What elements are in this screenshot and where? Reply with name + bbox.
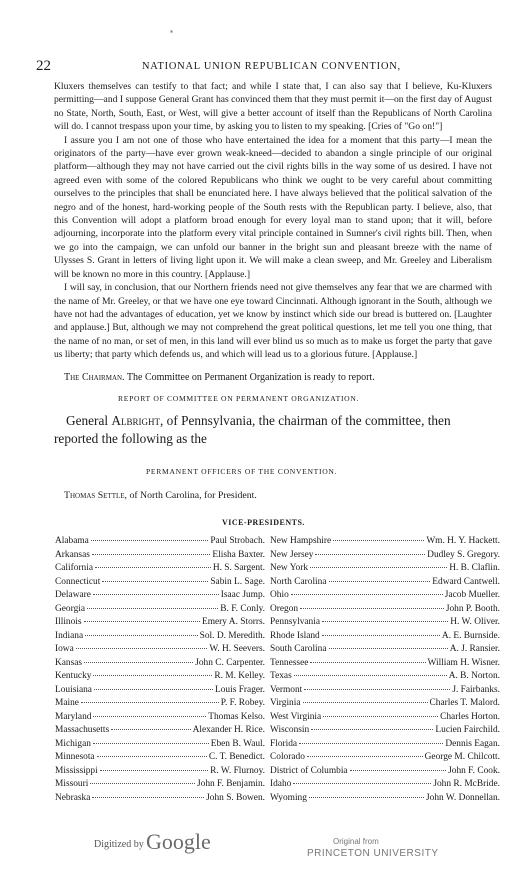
vice-president-name: Charles Horton. xyxy=(440,711,500,722)
vice-president-row xyxy=(270,563,500,577)
vice-president-name: John F. Cook. xyxy=(448,765,500,776)
vice-president-name: R. W. Flurnoy. xyxy=(210,765,265,776)
vice-president-name: Sabin L. Sage. xyxy=(210,576,265,587)
state-name: Pennsylvania xyxy=(270,617,320,627)
state-name: Alabama xyxy=(55,536,89,546)
vice-president-row xyxy=(270,617,500,631)
leader-dots xyxy=(309,797,424,798)
institution-label: PRINCETON UNIVERSITY xyxy=(307,848,439,859)
digitized-by-label: Digitized by xyxy=(94,839,144,850)
state-name: North Carolina xyxy=(270,576,327,587)
page-number: 22 xyxy=(36,58,51,74)
running-title: NATIONAL UNION REPUBLICAN CONVENTION, xyxy=(142,61,401,72)
vice-president-name: John P. Booth. xyxy=(445,603,500,614)
vice-president-row xyxy=(55,658,265,672)
vice-president-name: Dudley S. Gregory. xyxy=(427,549,500,560)
leader-dots xyxy=(97,756,207,757)
leader-dots xyxy=(87,608,218,609)
vice-president-name: A. B. Norton. xyxy=(448,671,500,681)
vice-president-name: Thomas Kelso. xyxy=(208,711,265,722)
vice-president-row xyxy=(55,577,265,591)
state-name: Wisconsin xyxy=(270,725,310,735)
leader-dots xyxy=(93,675,212,676)
leader-dots xyxy=(322,635,440,636)
state-name: Iowa xyxy=(55,644,74,654)
leader-dots xyxy=(81,702,219,703)
google-logo: Google xyxy=(146,829,211,854)
leader-dots xyxy=(329,581,431,582)
leader-dots xyxy=(350,770,447,771)
vice-president-name: Eben B. Waul. xyxy=(210,738,265,749)
permanent-officers-heading: PERMANENT OFFICERS OF THE CONVENTION. xyxy=(146,467,338,476)
vice-president-row xyxy=(270,766,500,780)
vice-president-name: C. T. Benedict. xyxy=(208,752,265,762)
vice-president-name: Elisha Baxter. xyxy=(212,549,265,560)
leader-dots xyxy=(85,635,198,636)
vice-presidents-heading: VICE-PRESIDENTS. xyxy=(222,518,305,527)
leader-dots xyxy=(93,743,209,744)
running-header xyxy=(36,58,496,74)
vice-president-row xyxy=(55,766,265,780)
vice-president-row xyxy=(55,631,265,645)
vice-president-name: Jacob Mueller. xyxy=(444,590,500,600)
state-name: Oregon xyxy=(270,603,299,614)
leader-dots xyxy=(304,689,450,690)
vice-president-name: William H. Wisner. xyxy=(427,657,500,668)
vice-president-name: John W. Donnellan. xyxy=(426,792,500,803)
president-line xyxy=(64,490,257,501)
chairman-statement xyxy=(64,372,375,383)
vice-president-name: John S. Bowen. xyxy=(206,792,265,803)
state-name: New York xyxy=(270,563,309,573)
vice-president-name: R. M. Kelley. xyxy=(214,671,265,681)
state-name: District of Columbia xyxy=(270,765,348,776)
state-name: Vermont xyxy=(270,684,303,695)
leader-dots xyxy=(84,621,200,622)
leader-dots xyxy=(323,716,438,717)
state-name: Maryland xyxy=(55,711,92,722)
vice-president-row xyxy=(55,550,265,564)
president-name: Thomas Settle xyxy=(64,490,125,501)
leader-dots xyxy=(102,581,208,582)
vice-president-name: H. W. Oliver. xyxy=(450,617,500,627)
leader-dots xyxy=(333,540,424,541)
vice-president-name: Paul Strobach. xyxy=(210,536,265,546)
vice-president-row xyxy=(55,671,265,685)
state-name: Indiana xyxy=(55,630,84,641)
leader-dots xyxy=(310,567,447,568)
state-name: Wyoming xyxy=(270,792,307,803)
leader-dots xyxy=(307,756,423,757)
vice-president-name: Edward Cantwell. xyxy=(432,576,500,587)
vice-president-row xyxy=(270,658,500,672)
vice-president-name: Isaac Jump. xyxy=(220,590,265,600)
state-name: Nebraska xyxy=(55,792,91,803)
vice-president-row xyxy=(270,698,500,712)
state-name: Michigan xyxy=(55,738,91,749)
original-from-label: Original from xyxy=(333,837,379,846)
vice-president-name: Charles T. Malord. xyxy=(429,698,500,708)
vice-president-row xyxy=(55,685,265,699)
leader-dots xyxy=(100,770,208,771)
leader-dots xyxy=(329,648,448,649)
state-name: Kentucky xyxy=(55,671,92,681)
state-name: New Hampshire xyxy=(270,536,332,546)
vice-president-name: H. S. Sargent. xyxy=(212,563,265,573)
vice-presidents-left-column xyxy=(55,536,265,806)
leader-dots xyxy=(90,783,195,784)
vice-president-name: P. F. Robey. xyxy=(220,698,265,708)
state-name: Colorado xyxy=(270,752,305,762)
president-text: , of North Carolina, for President. xyxy=(124,490,257,501)
leader-dots xyxy=(294,675,447,676)
state-name: Georgia xyxy=(55,603,86,614)
state-name: Minnesota xyxy=(55,752,95,762)
vice-president-name: A. E. Burnside. xyxy=(441,630,500,641)
leader-dots xyxy=(291,594,443,595)
state-name: California xyxy=(55,563,94,573)
vice-president-name: Sol. D. Meredith. xyxy=(199,630,265,641)
vice-president-name: W. H. Seevers. xyxy=(209,644,265,654)
state-name: Tennessee xyxy=(270,657,309,668)
vice-president-row xyxy=(55,563,265,577)
state-name: Delaware xyxy=(55,590,91,600)
leader-dots xyxy=(95,567,211,568)
vice-president-row xyxy=(55,725,265,739)
vice-president-name: H. B. Claflin. xyxy=(449,563,500,573)
vice-president-row xyxy=(270,536,500,550)
vice-president-row xyxy=(270,752,500,766)
state-name: West Virginia xyxy=(270,711,322,722)
vice-president-name: A. J. Ransier. xyxy=(449,644,500,654)
leader-dots xyxy=(92,797,204,798)
vice-president-row xyxy=(55,793,265,807)
vice-presidents-right-column xyxy=(270,536,500,806)
paragraph-3: I will say, in conclusion, that our Northern friends need not give themselves any fear that we are charmed with the name of Mr. Greeley, or that we have one eye toward Cincinnati. Although ignorant in the South, although we have not had the advantages of education, yet we know by instinct which side our bread is buttered on. [Laughter and applause.] But, although we may not comprehend the great political questions, let me tell you one thing, that the name of no man, or set of men, in this land will ever blind us so much as to make us forget the party that gave us liberty; that party which defends us, and which will lead us to a glorious future. [Applause.] xyxy=(54,282,492,361)
state-name: Texas xyxy=(270,671,292,681)
state-name: New Jersey xyxy=(270,549,314,560)
state-name: Connecticut xyxy=(55,576,101,587)
vice-president-name: John C. Carpenter. xyxy=(195,657,265,668)
state-name: Idaho xyxy=(270,779,292,789)
state-name: Virginia xyxy=(270,698,301,708)
leader-dots xyxy=(299,743,443,744)
leader-dots xyxy=(315,554,425,555)
chairman-speaker: The Chairman. xyxy=(64,372,125,383)
vice-president-row xyxy=(55,752,265,766)
vice-president-name: Lucien Fairchild. xyxy=(435,725,500,735)
leader-dots xyxy=(303,702,428,703)
vice-president-row xyxy=(270,631,500,645)
albright-text: , of Pennsylvania, the chairman of the committee, then reported the following as the xyxy=(54,413,451,446)
vice-president-row xyxy=(270,793,500,807)
leader-dots xyxy=(91,540,208,541)
state-name: Mississippi xyxy=(55,765,98,776)
vice-president-name: Emery A. Storrs. xyxy=(201,617,265,627)
vice-president-row xyxy=(270,779,500,793)
leader-dots xyxy=(310,662,425,663)
vice-president-name: Dennis Eagan. xyxy=(445,738,500,749)
albright-statement xyxy=(54,412,498,447)
vice-president-row xyxy=(55,698,265,712)
state-name: Massachusetts xyxy=(55,725,110,735)
vice-president-row xyxy=(55,617,265,631)
state-name: Arkansas xyxy=(55,549,90,560)
leader-dots xyxy=(94,689,213,690)
vice-president-row xyxy=(270,644,500,658)
vice-president-row xyxy=(55,712,265,726)
vice-president-row xyxy=(270,550,500,564)
state-name: Louisiana xyxy=(55,684,92,695)
vice-president-name: John F. Benjamin. xyxy=(197,779,265,789)
top-mark: * xyxy=(170,30,173,37)
report-heading: REPORT OF COMMITTEE ON PERMANENT ORGANIZATION. xyxy=(118,394,360,403)
vice-president-name: B. F. Conly. xyxy=(220,603,265,614)
vice-president-row xyxy=(55,604,265,618)
vice-president-name: George M. Chilcott. xyxy=(424,752,500,762)
paragraph-1: Kluxers themselves can testify to that fact; and while I state that, I can also say that I believe, Ku-Kluxers permitting—and I suppose General Grant has convinced them that they must permit it—on the first day of August no State, North, South, East, or West, will give a better account of itself than the Republicans of North Carolina will do. I cannot trespass upon your time, by asking you to listen to my speaking. [Cries of "Go on!"] xyxy=(54,81,492,133)
vice-president-name: J. Fairbanks. xyxy=(452,684,500,695)
vice-president-row xyxy=(270,604,500,618)
vice-president-row xyxy=(270,739,500,753)
state-name: South Carolina xyxy=(270,644,327,654)
vice-president-row xyxy=(55,779,265,793)
leader-dots xyxy=(93,594,219,595)
chairman-text: The Committee on Permanent Organization is ready to report. xyxy=(126,372,375,383)
state-name: Kansas xyxy=(55,657,83,668)
vice-president-row xyxy=(270,577,500,591)
state-name: Missouri xyxy=(55,779,89,789)
leader-dots xyxy=(293,783,431,784)
vice-president-row xyxy=(270,725,500,739)
state-name: Illinois xyxy=(55,617,82,627)
vice-president-row xyxy=(270,671,500,685)
albright-prefix: General xyxy=(66,413,112,428)
vice-president-row xyxy=(270,712,500,726)
speech-body xyxy=(54,80,492,362)
leader-dots xyxy=(300,608,444,609)
state-name: Ohio xyxy=(270,590,289,600)
albright-name: Albright xyxy=(111,413,161,428)
paragraph-2: I assure you I am not one of those who have entertained the idea for a moment that this party—I mean the originators of the party—have ever grown weak-kneed—decided to abandon a single principle of our original platform—although they may not have carried out the civil rights bills in the way some of us desired. I have not agreed even with some of the colored Republicans who think we ought to be very careful about committing ourselves to the principles that shall be enunciated here. I have always believed that the political salvation of the negro and of the honest, hard-working people of the South rests with the Republican party. I believe, also, that this Convention will adopt a platform broad enough for every loyal man to stand upon; that it will, before adjourning, incorporate into the platform every vital principle contained in Sumner's civil rights bill. Then, when we go into the campaign, we can unfold our banner in the bright sun and pleasant breeze with the name of Ulysses S. Grant in letters of living light upon it. We will make a clean sweep, and Mr. Greeley and Liberalism will be known no more in this country. [Applause.] xyxy=(54,134,492,280)
vice-president-row xyxy=(270,685,500,699)
vice-president-row xyxy=(55,536,265,550)
vice-president-row xyxy=(270,590,500,604)
leader-dots xyxy=(93,716,206,717)
leader-dots xyxy=(76,648,208,649)
vice-president-row xyxy=(55,739,265,753)
vice-president-name: Wm. H. Y. Hackett. xyxy=(426,536,500,546)
vice-president-name: John R. McBride. xyxy=(433,779,500,789)
leader-dots xyxy=(111,729,190,730)
vice-president-name: Louis Frager. xyxy=(215,684,265,695)
leader-dots xyxy=(311,729,433,730)
vice-president-row xyxy=(55,590,265,604)
leader-dots xyxy=(92,554,211,555)
leader-dots xyxy=(322,621,448,622)
state-name: Maine xyxy=(55,698,79,708)
state-name: Rhode Island xyxy=(270,630,320,641)
state-name: Florida xyxy=(270,738,298,749)
vice-president-row xyxy=(55,644,265,658)
leader-dots xyxy=(84,662,193,663)
vice-president-name: Alexander H. Rice. xyxy=(192,725,265,735)
